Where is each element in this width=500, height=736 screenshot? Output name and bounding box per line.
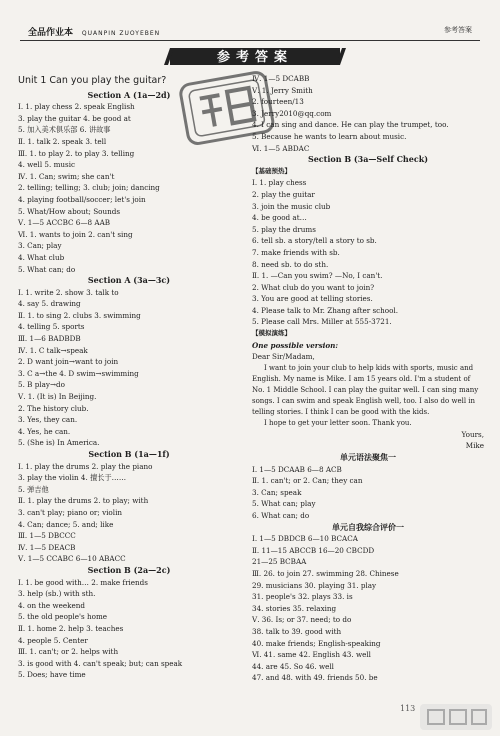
answer-line: 4. telling 5. sports [18,322,85,332]
answer-line: Ⅴ. 1—5 ACCBC 6—8 AAB [18,218,111,228]
answer-line: 5. What can; play [252,499,316,509]
chinese-section-title: 单元语法聚焦一 [340,453,396,463]
answer-line: Ⅰ. 1. play chess [252,178,307,188]
subsection-label: 【基础预热】 [252,166,291,175]
book-title-pinyin: QUANPIN ZUOYEBEN [81,30,161,37]
banner-text: 参考答案 [216,50,294,65]
answer-line: Ⅱ. 1. can't; or 2. Can; they can [252,476,363,486]
answer-line: Ⅳ. 1—5 DCABB [252,74,310,83]
header-divider [20,40,480,41]
answer-line: Ⅰ. 1. be good with… 2. make friends [18,577,148,587]
answer-line: Ⅳ. 1—5 DEACB [18,542,76,552]
answer-line: 3. Jerry2010@qq.com [252,108,332,118]
banner-title [160,45,350,67]
chinese-section-title: 单元自我综合评价一 [332,522,404,532]
answer-line: 3. play the violin 4. 擅长于…… [18,473,127,483]
answer-line: 4. What club [18,252,65,262]
answer-line: Ⅵ. 1. wants to join 2. can't sing [18,229,133,239]
section-title: Section A (3a—3c) [87,275,171,286]
answer-line: Ⅴ. 1. (It is) In Beijing. [18,392,97,402]
answer-line: 4. Can; dance; 5. and; like [18,519,114,529]
answer-line: 3. can't play; piano or; violin [18,507,122,517]
answer-line: 40. make friends; English-speaking [252,638,381,648]
answer-line: Ⅰ. 1—5 DBDCB 6—10 BCACA [252,534,358,544]
answer-line: 4. Please talk to Mr. Zhang after school. [252,305,399,315]
answer-line: 2. The history club. [18,403,89,413]
answer-line: Ⅳ. 1. C talk→speak [18,345,88,355]
answer-line: Ⅳ. 1. Can; swim; she can't [18,171,115,181]
answer-line: Ⅴ. 36. Is; or 37. need; to do [252,615,352,625]
answer-line: Ⅱ. 1. home 2. help 3. teaches [18,623,124,633]
answer-line: 4. on the weekend [18,600,85,610]
answer-line: Ⅴ. 1—5 CCABC 6—10 ABACC [18,554,126,564]
answer-line: 3. play the guitar 4. be good at [18,113,131,123]
answer-line: 34. stories 35. relaxing [252,603,337,613]
answer-line: 4. well 5. music [18,160,76,170]
answer-line: Ⅱ. 11—15 ABCCB 16—20 CBCDD [252,545,375,555]
answer-line: 7. make friends with sb. [252,247,340,257]
answer-line: Ⅰ. 1. play the drums 2. play the piano [18,461,153,471]
answer-line: 4. Yes, he can. [18,426,71,436]
answer-line: Ⅲ. 1. can't; or 2. helps with [18,647,119,657]
answer-line: Ⅱ. 1. play the drums 2. to play; with [18,496,149,506]
essay-signoff: Yours, [461,429,484,439]
answer-line: 47. and 48. with 49. friends 50. be [252,673,378,683]
unit-title: Unit 1 Can you play the guitar? [18,75,167,86]
answer-line: 44. are 45. So 46. well [252,661,334,671]
essay-signoff: Mike [465,441,484,451]
answer-line: 3. Can; speak [252,487,302,497]
left-column [18,73,240,681]
answer-line: Ⅲ. 26. to join 27. swimming 28. Chinese [252,568,399,578]
answer-line: 4. playing football/soccer; let's join [18,194,146,204]
essay-paragraph: I want to join your club to help kids with sports, music and English. My name is Mike. I am 15 years old. I'm a student of No. 1 Middle School. I can play the guitar well. I can sing many songs. I can swim and speak English well, too. I also do well in telling stories. I think I can be good with the kids. [252,363,479,416]
answer-line: Ⅱ. 1. to sing 2. clubs 3. swimming [18,310,141,320]
answer-line: 4. people 5. Center [18,635,88,645]
answer-line: 5. 弹吉他 [18,484,49,494]
answer-line: 3. Yes, they can. [18,415,78,425]
page-header [0,0,500,44]
answer-line: 3. C a→the 4. D swim→swimming [18,368,139,378]
section-title: Section B (1a—1f) [88,449,170,459]
answer-line: 3. help (sb.) with sth. [18,589,96,599]
answer-line: 8. need sb. to do sth. [252,259,329,269]
section-title: Section A (1a—2d) [87,89,171,100]
subsection-label: 【模拟演练】 [252,329,291,338]
section-title: Section B (2a—2c) [87,564,171,575]
answer-line: 4. say 5. drawing [18,299,81,309]
answer-line: 5. the old people's home [18,612,108,622]
answer-line: 3. You are good at telling stories. [252,294,373,304]
answer-line: 2. play the guitar [252,189,315,199]
answer-line: 5. Does; have time [18,670,86,680]
answer-line: 5. play the drums [252,224,316,234]
answer-line: Ⅴ. 1. Jerry Smith [252,85,313,95]
page-number: 113 [400,704,416,713]
book-title [28,25,160,38]
answer-line: Ⅰ. 1. play chess 2. speak English [18,102,135,112]
answer-line: 5. What/How about; Sounds [18,206,121,216]
answer-line: Dear Sir/Madam, [252,352,315,362]
watermark-logo [420,704,492,730]
answer-line: Ⅱ. 1. —Can you swim? —No, I can't. [252,271,383,281]
answer-line: 2. telling; telling; 3. club; join; dancing [18,183,160,193]
answer-line: 5. (She is) In America. [18,438,100,448]
answer-line: 2. What club do you want to join? [252,282,375,292]
answer-line: Ⅰ. 1—5 DCAAB 6—8 ACB [252,464,342,474]
answer-line: 2. D want join→want to join [18,357,119,367]
answer-line: 5. Please call Mrs. Miller at 555-3721. [252,317,392,327]
answer-line: 2. fourteen/13 [252,97,304,107]
essay-paragraph: I hope to get your letter soon. Thank you. [264,418,412,427]
right-column [252,73,484,684]
answer-line: 5. B play→do [18,380,65,390]
answer-line: Ⅵ. 1—5 ABDAC [252,143,310,153]
answer-line: Ⅲ. 1. to play 2. to play 3. telling [18,148,135,158]
answer-line: 5. 加入美术俱乐部 6. 讲故事 [18,125,111,135]
answer-line: 5. Because he wants to learn about music. [252,131,407,141]
answer-line: Ⅲ. 1—6 BADBDB [18,334,81,344]
answer-line: Ⅲ. 1—5 DBCCC [18,531,76,541]
answer-line: 3. Can; play [18,241,62,251]
answer-line: 6. tell sb. a story/tell a story to sb. [252,236,377,246]
answer-line: 31. people's 32. plays 33. is [252,592,353,602]
answer-line: 5. What can; do [18,264,76,274]
answer-line: 6. What can; do [252,511,310,520]
answer-line: 4. be good at… [252,213,307,223]
answer-line: 3. join the music club [252,201,331,211]
answer-line: Ⅱ. 1. talk 2. speak 3. tell [18,136,107,146]
answer-line: Ⅰ. 1. write 2. show 3. talk to [18,287,119,297]
answer-line: 29. musicians 30. playing 31. play [252,580,377,590]
answer-line: 3. is good with 4. can't speak; but; can speak [18,658,183,668]
book-title-cn: 全品作业本 [28,28,74,38]
section-label: 参考答案 [444,26,472,34]
answer-line: 38. talk to 39. good with [252,626,342,636]
answer-line: Ⅵ. 41. same 42. English 43. well [252,650,371,660]
answer-line: 21—25 BCBAA [252,557,307,567]
sample-heading: One possible version: [252,340,339,350]
section-title: Section B (3a—Self Check) [307,154,429,165]
answer-line: 4. I can sing and dance. He can play the trumpet, too. [252,120,449,130]
